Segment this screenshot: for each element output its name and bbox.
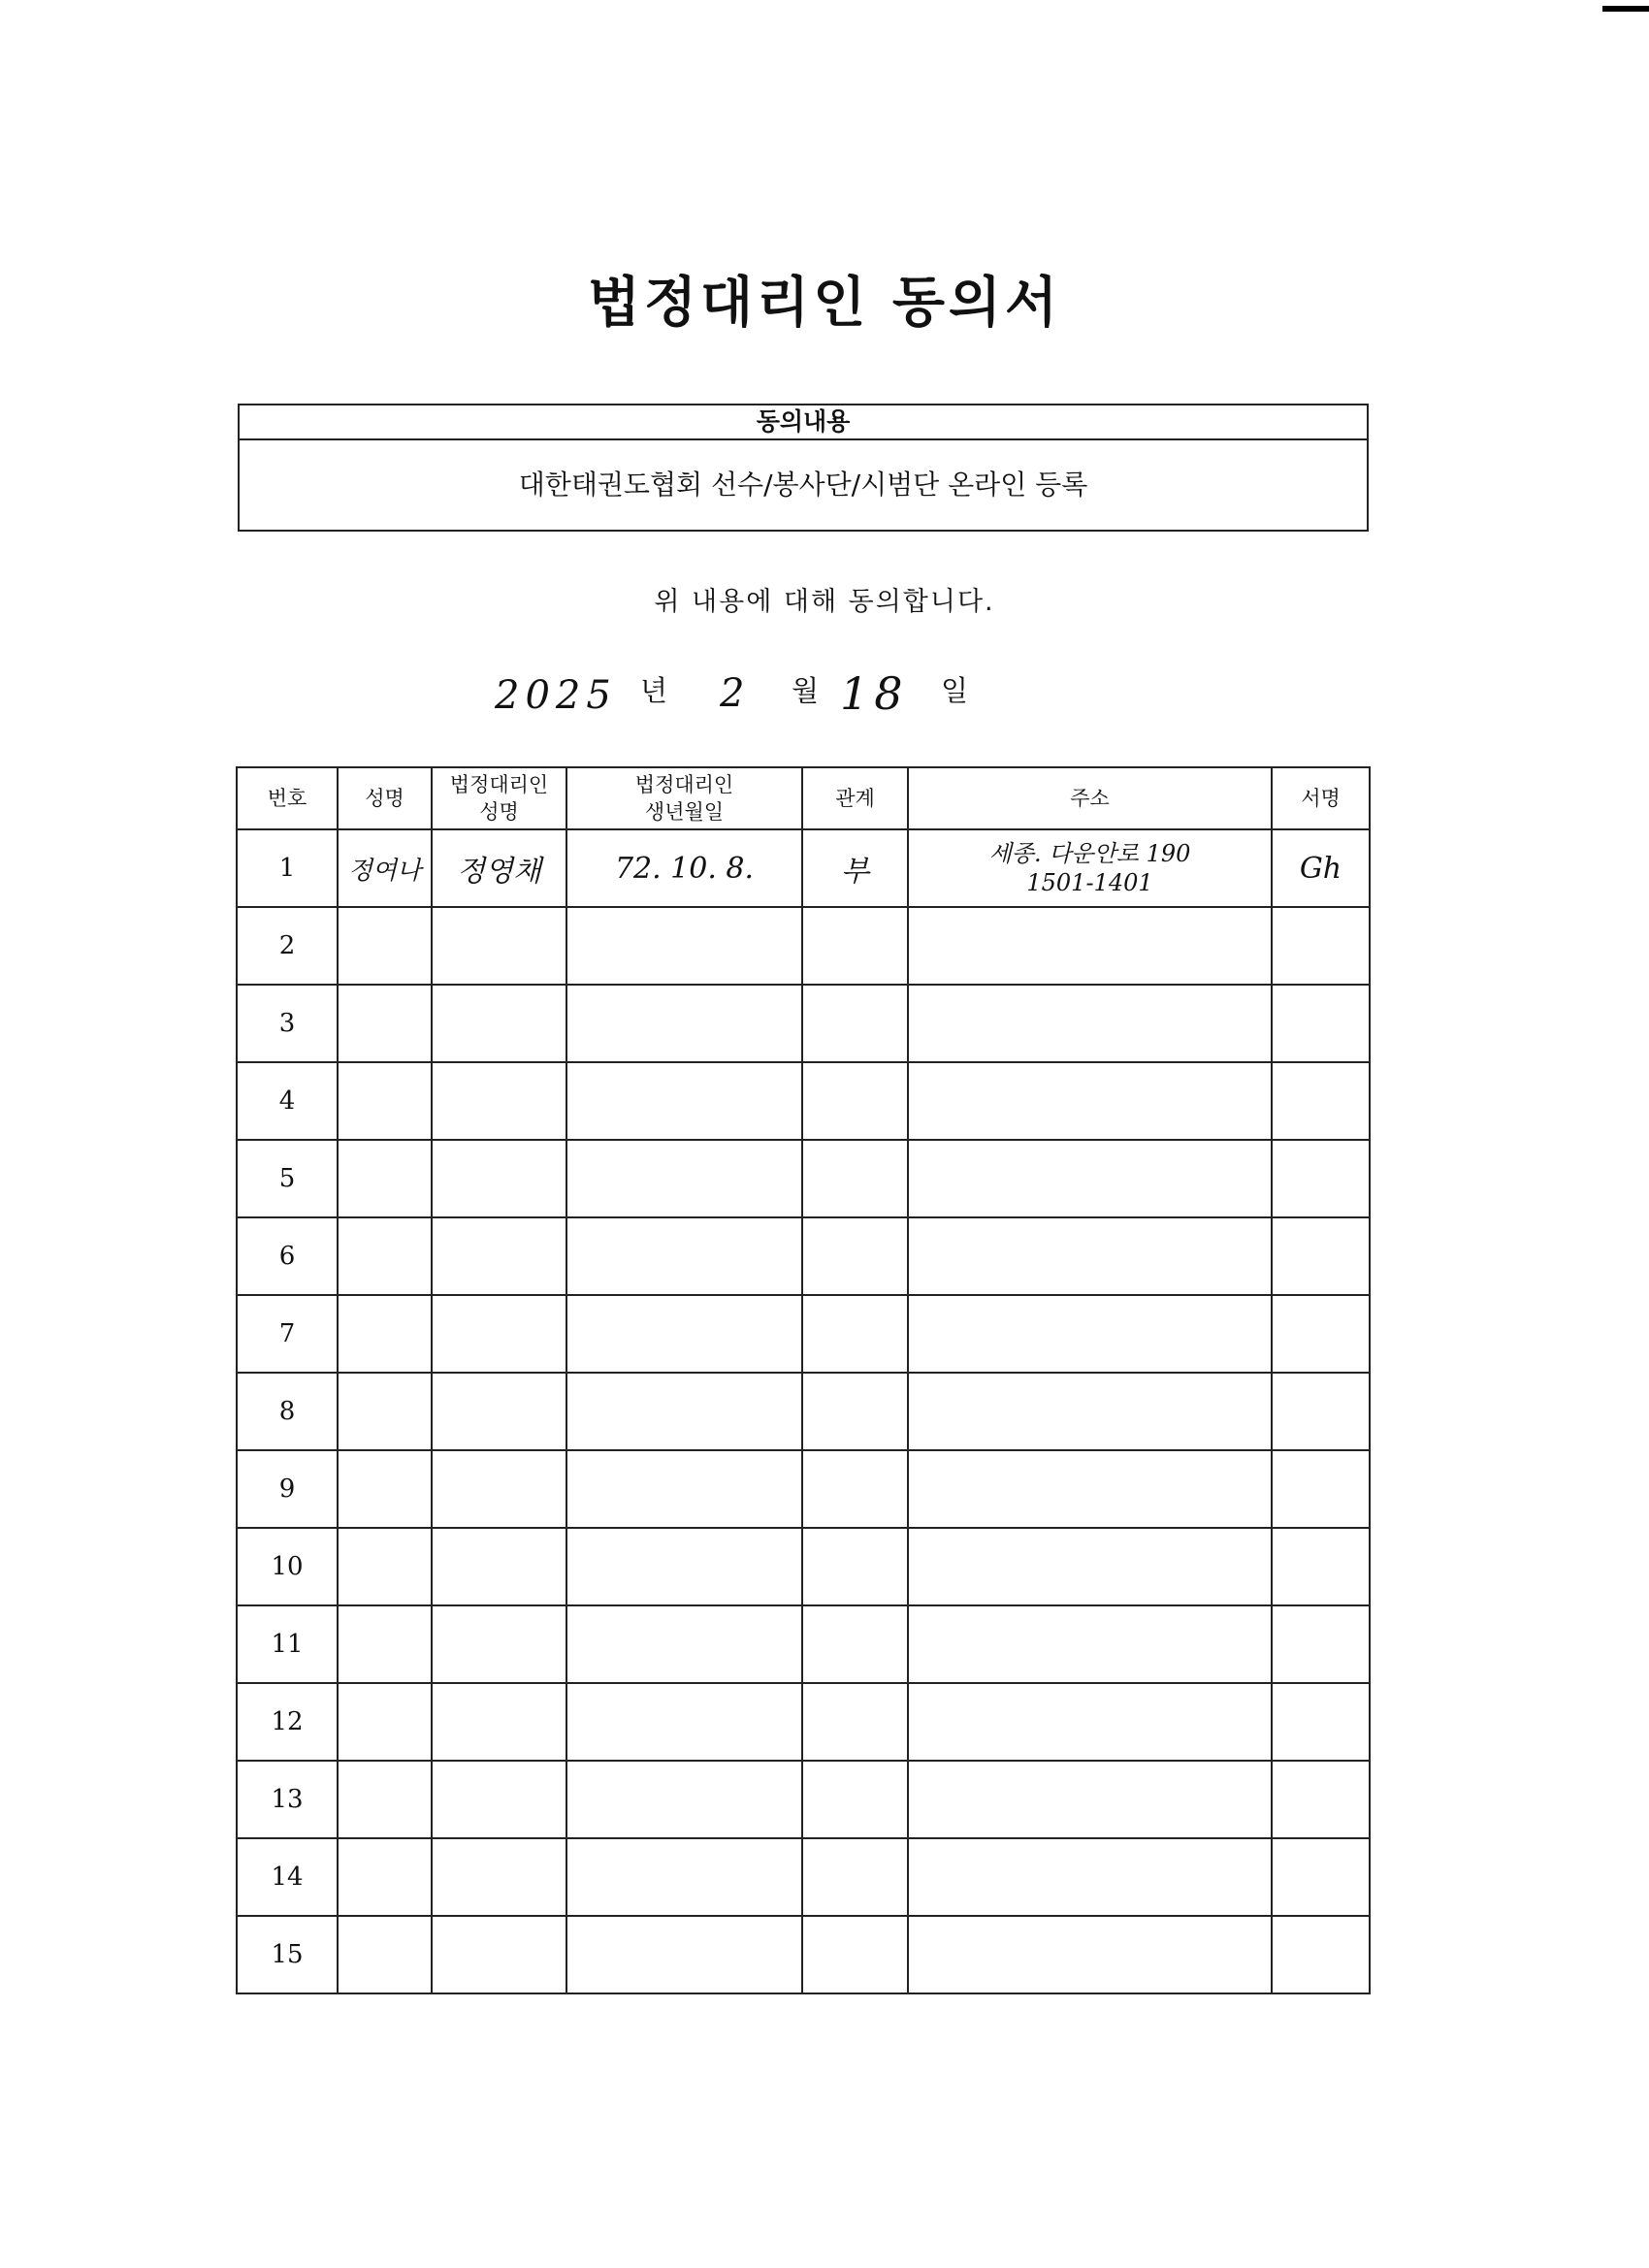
row-name xyxy=(338,1838,432,1916)
row-relation xyxy=(802,1062,908,1140)
row-name xyxy=(338,1217,432,1295)
row-address xyxy=(908,1062,1272,1140)
row-guardian-name xyxy=(432,1683,566,1761)
row-signature xyxy=(1272,1683,1370,1761)
row-number: 12 xyxy=(237,1683,338,1761)
row-address xyxy=(908,1605,1272,1683)
row-relation xyxy=(802,907,908,985)
table-row xyxy=(237,1916,1370,1993)
row-signature xyxy=(1272,1450,1370,1528)
row-guardian-birth: 72. 10. 8. xyxy=(566,829,802,907)
row-number: 13 xyxy=(237,1761,338,1838)
date-month: 2 xyxy=(720,671,745,716)
row-relation xyxy=(802,1140,908,1217)
row-name xyxy=(338,1295,432,1373)
row-relation xyxy=(802,1528,908,1605)
date-month-unit: 월 xyxy=(792,674,820,707)
row-relation xyxy=(802,1373,908,1450)
row-guardian-birth xyxy=(566,1373,802,1450)
guardian-registration-table xyxy=(236,766,1371,1994)
table-row xyxy=(237,1761,1370,1838)
row-signature xyxy=(1272,1761,1370,1838)
row-name: 정여나 xyxy=(338,829,432,907)
header-name: 성명 xyxy=(338,767,432,829)
scan-edge-mark xyxy=(1602,6,1649,12)
table-row xyxy=(237,1062,1370,1140)
document-title: 법정대리인 동의서 xyxy=(587,272,1062,335)
row-address xyxy=(908,1450,1272,1528)
row-number: 9 xyxy=(237,1450,338,1528)
row-name xyxy=(338,1605,432,1683)
table-row xyxy=(237,829,1370,907)
row-relation xyxy=(802,985,908,1062)
table-row xyxy=(237,1295,1370,1373)
table-row xyxy=(237,1838,1370,1916)
table-row xyxy=(237,907,1370,985)
header-guardian-birth-line1: 법정대리인 xyxy=(634,773,734,796)
row-address xyxy=(908,1373,1272,1450)
row-address xyxy=(908,907,1272,985)
row-guardian-birth xyxy=(566,985,802,1062)
row-name xyxy=(338,1450,432,1528)
row-name xyxy=(338,1373,432,1450)
row-guardian-birth xyxy=(566,1605,802,1683)
row-number: 15 xyxy=(237,1916,338,1993)
row-number: 11 xyxy=(237,1605,338,1683)
row-guardian-name xyxy=(432,985,566,1062)
row-signature xyxy=(1272,985,1370,1062)
row-signature: Gh xyxy=(1272,829,1370,907)
row-guardian-name xyxy=(432,1605,566,1683)
row-relation xyxy=(802,1450,908,1528)
row-number: 8 xyxy=(237,1373,338,1450)
row-address-line2: 1501-1401 xyxy=(1026,869,1153,896)
header-guardian-birth-line2: 생년월일 xyxy=(644,800,725,824)
row-number: 10 xyxy=(237,1528,338,1605)
row-number: 14 xyxy=(237,1838,338,1916)
row-signature xyxy=(1272,1838,1370,1916)
row-address xyxy=(908,1683,1272,1761)
row-signature xyxy=(1272,1916,1370,1993)
row-number: 5 xyxy=(237,1140,338,1217)
row-guardian-name xyxy=(432,907,566,985)
row-name xyxy=(338,1062,432,1140)
row-name xyxy=(338,907,432,985)
row-relation xyxy=(802,1217,908,1295)
row-guardian-birth xyxy=(566,1838,802,1916)
row-guardian-birth xyxy=(566,1450,802,1528)
header-guardian-birth xyxy=(566,767,802,829)
table-row xyxy=(237,1605,1370,1683)
table-row xyxy=(237,1373,1370,1450)
row-relation: 부 xyxy=(802,829,908,907)
row-guardian-name xyxy=(432,1838,566,1916)
row-signature xyxy=(1272,1373,1370,1450)
row-guardian-birth xyxy=(566,1761,802,1838)
row-number: 4 xyxy=(237,1062,338,1140)
header-address: 주소 xyxy=(908,767,1272,829)
row-guardian-name xyxy=(432,1295,566,1373)
row-guardian-birth xyxy=(566,1916,802,1993)
row-guardian-birth xyxy=(566,1683,802,1761)
row-guardian-name xyxy=(432,1916,566,1993)
table-row xyxy=(237,1140,1370,1217)
row-number: 2 xyxy=(237,907,338,985)
row-name xyxy=(338,1916,432,1993)
row-guardian-name xyxy=(432,1450,566,1528)
table-row xyxy=(237,1217,1370,1295)
row-guardian-birth xyxy=(566,1062,802,1140)
header-guardian-name xyxy=(432,767,566,829)
date-line xyxy=(495,656,999,733)
header-relation: 관계 xyxy=(802,767,908,829)
table-header-row xyxy=(237,767,1370,829)
row-relation xyxy=(802,1683,908,1761)
row-relation xyxy=(802,1838,908,1916)
row-guardian-name xyxy=(432,1761,566,1838)
table-row xyxy=(237,985,1370,1062)
consent-content-header: 동의내용 xyxy=(240,405,1367,440)
row-guardian-birth xyxy=(566,1140,802,1217)
row-address xyxy=(908,1761,1272,1838)
header-signature: 서명 xyxy=(1272,767,1370,829)
row-address xyxy=(908,1140,1272,1217)
row-number: 1 xyxy=(237,829,338,907)
row-number: 3 xyxy=(237,985,338,1062)
row-guardian-name xyxy=(432,1062,566,1140)
header-guardian-name-line1: 법정대리인 xyxy=(449,773,549,796)
agreement-statement: 위 내용에 대해 동의합니다. xyxy=(654,587,995,617)
header-number: 번호 xyxy=(237,767,338,829)
consent-content-box xyxy=(238,404,1369,532)
row-address xyxy=(908,1217,1272,1295)
row-relation xyxy=(802,1605,908,1683)
row-guardian-birth xyxy=(566,1217,802,1295)
row-guardian-name: 정영채 xyxy=(432,829,566,907)
row-address xyxy=(908,1528,1272,1605)
row-name xyxy=(338,985,432,1062)
date-year-unit: 년 xyxy=(640,674,668,707)
row-address xyxy=(908,1838,1272,1916)
row-guardian-birth xyxy=(566,1295,802,1373)
row-number: 6 xyxy=(237,1217,338,1295)
row-name xyxy=(338,1528,432,1605)
row-guardian-name xyxy=(432,1373,566,1450)
row-guardian-name xyxy=(432,1217,566,1295)
row-address-line1: 세종. 다운안로 190 xyxy=(988,840,1191,867)
date-day-unit: 일 xyxy=(941,674,969,707)
consent-content-text: 대한태권도협회 선수/봉사단/시범단 온라인 등록 xyxy=(518,469,1088,501)
date-day: 18 xyxy=(840,667,909,720)
date-year: 2025 xyxy=(495,673,617,718)
row-guardian-birth xyxy=(566,907,802,985)
row-signature xyxy=(1272,1217,1370,1295)
row-name xyxy=(338,1761,432,1838)
row-address xyxy=(908,985,1272,1062)
table-row xyxy=(237,1450,1370,1528)
row-guardian-name xyxy=(432,1140,566,1217)
header-guardian-name-line2: 성명 xyxy=(479,800,519,824)
row-signature xyxy=(1272,1062,1370,1140)
row-name xyxy=(338,1140,432,1217)
row-address xyxy=(908,1295,1272,1373)
row-guardian-birth xyxy=(566,1528,802,1605)
row-signature xyxy=(1272,907,1370,985)
row-address xyxy=(908,1916,1272,1993)
row-relation xyxy=(802,1761,908,1838)
row-signature xyxy=(1272,1528,1370,1605)
table-row xyxy=(237,1683,1370,1761)
row-name xyxy=(338,1683,432,1761)
row-signature xyxy=(1272,1140,1370,1217)
row-relation xyxy=(802,1295,908,1373)
row-signature xyxy=(1272,1605,1370,1683)
row-relation xyxy=(802,1916,908,1993)
table-row xyxy=(237,1528,1370,1605)
row-address xyxy=(908,829,1272,907)
row-number: 7 xyxy=(237,1295,338,1373)
row-guardian-name xyxy=(432,1528,566,1605)
row-signature xyxy=(1272,1295,1370,1373)
